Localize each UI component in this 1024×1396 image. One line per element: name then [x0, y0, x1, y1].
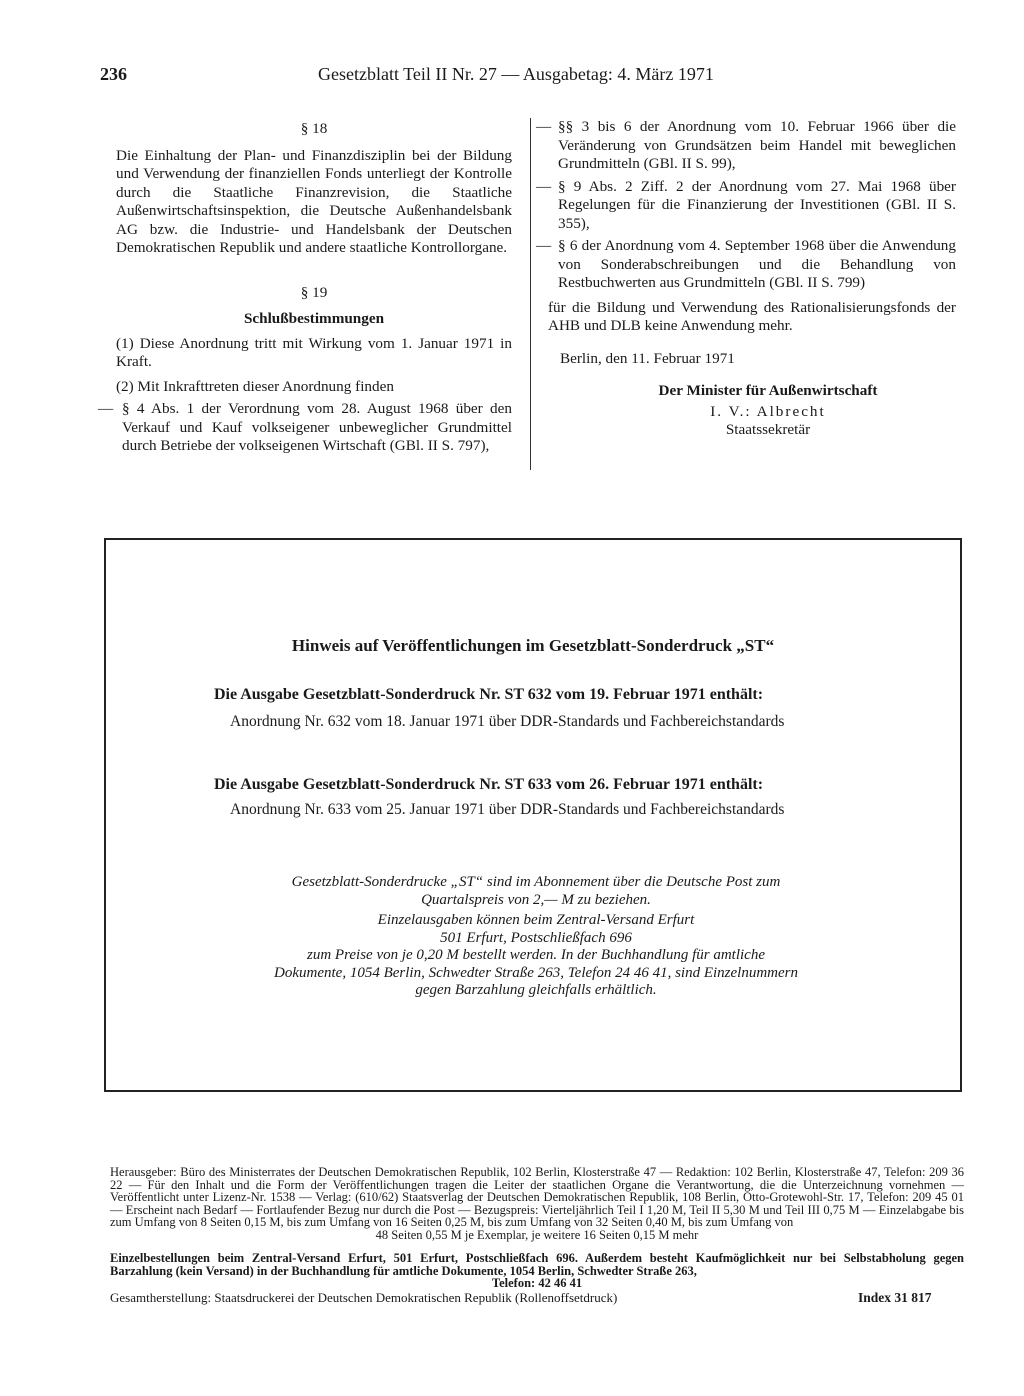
list-item: [536, 237, 956, 293]
list-item-text: § 9 Abs. 2 Ziff. 2 der Anordnung vom 27. Mai 1968 über Regelungen für die Finanzierung der Investitionen (GBl. II S. 355),: [558, 177, 956, 232]
imprint-publisher-text: Herausgeber: Büro des Ministerrates der Deutschen Demokratischen Republik, 102 Berlin, Klosterstraße 47 — Redaktion: 102 Berlin, Klosterstraße 47, Telefon: 209 36 22 — Für den Inhalt und die Form der Veröffentlichungen tragen die Leiter der staatlichen Organe die Verantwortung, die die Unterzeichnung vornehmen — Veröffentlicht unter Lizenz-Nr. 1538 — Verlag: (610/62) Staatsverlag der Deutschen Demokratischen Republik, 108 Berlin, Otto-Grotewohl-Str. 17, Telefon: 209 45 01 — Erscheint nach Bedarf — Fortlaufender Bezug nur durch die Post — Bezugspreis: Vierteljährlich Teil I 1,20 M, Teil II 5,30 M und Teil III 0,75 M — Einzelabgabe bis zum Umfang von 8 Seiten 0,15 M, bis zum Umfang von 16 Seiten 0,25 M, bis zum Umfang von 32 Seiten 0,40 M, bis zum Umfang von: [110, 1165, 964, 1229]
dash-marker: —: [536, 237, 552, 254]
issue-2-heading: Die Ausgabe Gesetzblatt-Sonderdruck Nr. ST 633 vom 26. Februar 1971 enthält:: [214, 776, 764, 793]
list-item-text: § 4 Abs. 1 der Verordnung vom 28. August 1968 über den Verkauf und Kauf volkseigener unbeweglicher Grundmittel durch Betriebe der volkseigenen Wirtschaft (GBl. II S. 797),: [122, 400, 512, 454]
list-item-text: § 6 der Anordnung vom 4. September 1968 über die Anwendung von Sonderabschreibungen und die Behandlung von Restbuchwerten aus Grundmitteln (GBl. II S. 799): [558, 237, 956, 291]
list-item: [536, 118, 956, 174]
place-date: Berlin, den 11. Februar 1971: [560, 349, 735, 367]
page-number: 236: [100, 64, 127, 84]
column-divider: [530, 118, 531, 470]
section-19-heading: § 19: [300, 283, 328, 301]
dash-marker: —: [98, 400, 114, 417]
list-item: [98, 400, 512, 456]
order-line: zum Preise von je 0,20 M bestellt werden. In der Buchhandlung für amtliche: [307, 947, 765, 963]
imprint-printer: Gesamtherstellung: Staatsdruckerei der Deutschen Demokratischen Republik (Rollenoffsetdruck): [110, 1290, 618, 1305]
issue-1-contents: Anordnung Nr. 632 vom 18. Januar 1971 über DDR-Standards und Fachbereichstandards: [230, 713, 785, 730]
order-line: Einzelausgaben können beim Zentral-Versand Erfurt: [377, 912, 695, 928]
order-line: gegen Barzahlung gleichfalls erhältlich.: [415, 982, 657, 998]
signatory-name: I. V.: Albrecht: [710, 402, 826, 420]
closing-text: für die Bildung und Verwendung des Rationalisierungsfonds der AHB und DLB keine Anwendung mehr.: [548, 298, 956, 334]
signatory-title: Der Minister für Außenwirtschaft: [658, 382, 878, 399]
issue-1-heading: Die Ausgabe Gesetzblatt-Sonderdruck Nr. ST 632 vom 19. Februar 1971 enthält:: [214, 686, 764, 703]
dash-marker: —: [536, 118, 552, 135]
publication-notice-box: [104, 538, 962, 1092]
signature-block: [580, 382, 956, 440]
subscription-line: Gesetzblatt-Sonderdrucke „ST“ sind im Abonnement über die Deutsche Post zum: [291, 874, 781, 890]
section-18-heading: § 18: [300, 120, 328, 137]
right-column: [536, 118, 956, 440]
list-item: [536, 178, 956, 234]
section-18-text: Die Einhaltung der Plan- und Finanzdisziplin bei der Bildung und Verwendung der finanziellen Fonds unterliegt der Kontrolle durch die Staatliche Finanzrevision, die Staatliche Außenwirtschaftsinspektion, die Deutsche Außenhandelsbank AG bzw. die Industrie- und Handelsbank der Deutschen Demokratischen Republik und andere staatliche Kontrollorgane.: [116, 146, 512, 256]
section-19-subheading: Schlußbestimmungen: [243, 310, 385, 327]
order-line: Dokumente, 1054 Berlin, Schwedter Straße 263, Telefon 24 46 41, sind Einzelnummern: [274, 964, 798, 981]
dash-marker: —: [536, 177, 552, 195]
running-header-title: Gesetzblatt Teil II Nr. 27 — Ausgabetag: 4. März 1971: [318, 64, 714, 84]
list-item-text: §§ 3 bis 6 der Anordnung vom 10. Februar 1966 über die Veränderung von Grundsätzen beim Handel mit beweglichen Grundmitteln (GBl. II S. 99),: [558, 118, 956, 172]
order-info: [166, 912, 906, 1000]
index-number: Index 31 817: [858, 1290, 932, 1305]
subscription-info: [166, 874, 906, 909]
section-19-paragraph-2: (2) Mit Inkrafttreten dieser Anordnung finden: [116, 377, 394, 395]
left-column: [98, 120, 512, 456]
order-line: 501 Erfurt, Postschließfach 696: [440, 929, 632, 946]
issue-2-contents: Anordnung Nr. 633 vom 25. Januar 1971 über DDR-Standards und Fachbereichstandards: [230, 801, 785, 818]
signatory-role: Staatssekretär: [725, 421, 811, 438]
subscription-line: Quartalspreis von 2,— M zu beziehen.: [421, 891, 651, 908]
imprint-orders-text: Einzelbestellungen beim Zentral-Versand Erfurt, 501 Erfurt, Postschließfach 696. Außerdem besteht Kaufmöglichkeit nur bei Selbstabholung gegen Barzahlung (kein Versand) in der Buchhandlung für amtliche Dokumente, 1054 Berlin, Schwedter Straße 263,: [110, 1251, 964, 1278]
imprint-publisher: [110, 1166, 964, 1241]
section-19-paragraph-1: (1) Diese Anordnung tritt mit Wirkung vom 1. Januar 1971 in Kraft.: [116, 334, 512, 370]
imprint-orders: [110, 1252, 964, 1290]
imprint-publisher-last-line: 48 Seiten 0,55 M je Exemplar, je weitere 16 Seiten 0,15 M mehr: [375, 1227, 699, 1242]
imprint-orders-last-line: Telefon: 42 46 41: [491, 1276, 583, 1290]
notice-title: Hinweis auf Veröffentlichungen im Gesetzblatt-Sonderdruck „ST“: [291, 636, 775, 655]
